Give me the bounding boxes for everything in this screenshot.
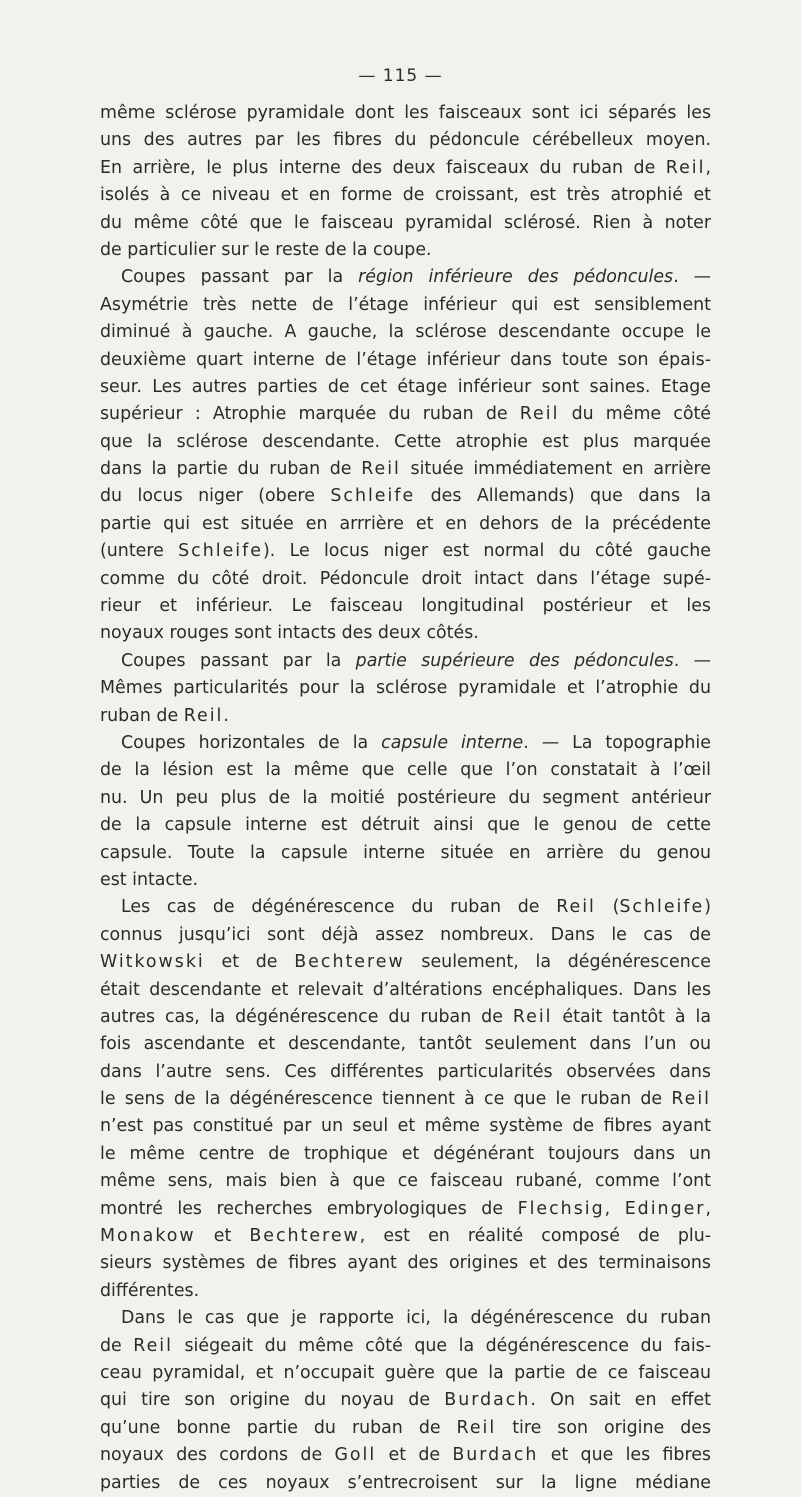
text-segment: des Allemands) que dans la bbox=[415, 486, 711, 507]
text-segment: du locus niger (obere bbox=[100, 486, 331, 507]
text-line bbox=[100, 675, 711, 702]
text-line bbox=[100, 730, 711, 757]
text-segment: Asymétrie très nette de l’étage inférieur qui est sensiblement bbox=[100, 294, 711, 315]
text-line bbox=[100, 894, 711, 921]
text-segment: est intacte. bbox=[100, 869, 199, 890]
text-segment: isolés à ce niveau et en forme de croissant, est très atrophié et bbox=[100, 185, 711, 206]
text-segment: de bbox=[100, 1335, 134, 1356]
text-segment: et bbox=[195, 1226, 250, 1247]
text-segment: tire son origine des bbox=[496, 1417, 712, 1438]
proper-name: Reil bbox=[183, 705, 224, 726]
text-segment: noyaux rouges sont intacts des deux côtés. bbox=[100, 623, 479, 644]
text-segment: sieurs systèmes de fibres ayant des origines et des terminaisons bbox=[100, 1253, 711, 1274]
text-segment: et de bbox=[204, 952, 295, 973]
text-line bbox=[100, 511, 711, 538]
text-segment: de la lésion est la même que celle que l’on constatait à l’œil bbox=[100, 760, 711, 781]
text-segment: autres cas, la dégénérescence du ruban de bbox=[100, 1006, 513, 1027]
text-segment: parties de ces noyaux s’entrecroisent sur la ligne médiane bbox=[100, 1472, 711, 1493]
text-line bbox=[100, 100, 711, 127]
text-segment: . bbox=[223, 705, 229, 726]
text-line bbox=[100, 977, 711, 1004]
text-line bbox=[100, 1141, 711, 1168]
proper-name: Reil bbox=[456, 1417, 497, 1438]
text-segment: dans l’autre sens. Ces différentes particularités observées dans bbox=[100, 1061, 711, 1082]
text-line bbox=[100, 429, 711, 456]
text-segment: située immédiatement en arrière bbox=[400, 459, 711, 480]
text-segment: . — bbox=[673, 267, 712, 288]
italic-phrase: partie supérieure des pédoncules bbox=[355, 650, 674, 671]
text-segment: et que les fibres bbox=[538, 1445, 711, 1466]
text-segment: siégeait du même côté que la dégénérescence du fais- bbox=[172, 1335, 711, 1356]
italic-phrase: capsule interne bbox=[381, 732, 524, 753]
text-segment: et de bbox=[376, 1445, 453, 1466]
text-line bbox=[100, 127, 711, 154]
text-line bbox=[100, 401, 711, 428]
text-line bbox=[100, 1387, 711, 1414]
proper-name: Goll bbox=[334, 1445, 377, 1466]
text-line bbox=[100, 703, 711, 730]
proper-name: Reil bbox=[512, 1006, 553, 1027]
text-line bbox=[100, 538, 711, 565]
text-line bbox=[100, 374, 711, 401]
text-segment: supérieur : Atrophie marquée du ruban de bbox=[100, 404, 520, 425]
text-segment: comme du côté droit. Pédoncule droit intact dans l’étage supé- bbox=[100, 568, 711, 589]
text-segment: uns des autres par les fibres du pédoncule cérébelleux moyen. bbox=[100, 130, 711, 151]
text-line bbox=[100, 1031, 711, 1058]
text-line bbox=[100, 1250, 711, 1277]
text-segment: nu. Un peu plus de la moitié postérieure du segment antérieur bbox=[100, 787, 711, 808]
text-segment: capsule. Toute la capsule interne située en arrière du genou bbox=[100, 842, 711, 863]
text-segment: , bbox=[604, 1198, 625, 1219]
proper-name: Edinger bbox=[624, 1198, 706, 1219]
proper-name: Reil bbox=[671, 1089, 711, 1110]
text-segment: noyaux des cordons de bbox=[100, 1445, 335, 1466]
text-line bbox=[100, 210, 711, 237]
text-segment: était tantôt à la bbox=[552, 1006, 711, 1027]
text-segment: différentes. bbox=[100, 1280, 200, 1301]
text-segment: , est en réalité composé de plu- bbox=[359, 1226, 711, 1247]
text-line bbox=[100, 949, 711, 976]
text-segment: fois ascendante et descendante, tantôt seulement dans l’un ou bbox=[100, 1034, 711, 1055]
text-segment: dans la partie du ruban de bbox=[100, 459, 362, 480]
text-segment: Coupes horizontales de la bbox=[121, 732, 382, 753]
text-line bbox=[100, 1086, 711, 1113]
text-segment: (untere bbox=[100, 541, 179, 562]
proper-name: Schleife bbox=[178, 541, 263, 562]
text-line bbox=[100, 1196, 711, 1223]
proper-name: Burdach bbox=[452, 1445, 539, 1466]
text-line bbox=[100, 812, 711, 839]
text-line bbox=[100, 648, 711, 675]
text-segment: Coupes passant par la bbox=[121, 650, 356, 671]
text-segment: seur. Les autres parties de cet étage inférieur sont saines. Etage bbox=[100, 376, 711, 397]
text-line bbox=[100, 620, 711, 647]
text-segment: qu’une bonne partie du ruban de bbox=[100, 1417, 457, 1438]
proper-name: Reil bbox=[133, 1335, 173, 1356]
text-segment: Dans le cas que je rapporte ici, la dégénérescence du ruban bbox=[121, 1308, 711, 1329]
text-segment: qui tire son origine du noyau de bbox=[100, 1390, 445, 1411]
text-segment: du même côté bbox=[559, 404, 711, 425]
text-segment: ceau pyramidal, et n’occupait guère que la partie de ce faisceau bbox=[100, 1362, 711, 1383]
text-segment: . — La topographie bbox=[523, 732, 711, 753]
proper-name: Reil bbox=[361, 459, 401, 480]
text-segment: Les cas de dégénérescence du ruban de bbox=[121, 897, 557, 918]
text-line bbox=[100, 1442, 711, 1469]
text-line bbox=[100, 1168, 711, 1195]
text-line bbox=[100, 347, 711, 374]
text-line bbox=[100, 292, 711, 319]
text-line bbox=[100, 1305, 711, 1332]
text-segment: deuxième quart interne de l’étage inférieur dans toute son épais- bbox=[100, 349, 711, 370]
text-segment: Coupes passant par la bbox=[121, 267, 359, 288]
text-segment: du même côté que le faisceau pyramidal sclérosé. Rien à noter bbox=[100, 212, 711, 233]
proper-name: Bechterew bbox=[294, 952, 405, 973]
text-segment: . — bbox=[673, 650, 711, 671]
text-line bbox=[100, 1278, 711, 1305]
text-segment: que la sclérose descendante. Cette atrophie est plus marquée bbox=[100, 431, 711, 452]
text-line bbox=[100, 264, 711, 291]
text-segment: de particulier sur le reste de la coupe. bbox=[100, 239, 432, 260]
proper-name: Reil bbox=[665, 157, 706, 178]
text-segment: même sclérose pyramidale dont les faisceaux sont ici séparés les bbox=[100, 103, 711, 123]
text-segment: rieur et inférieur. Le faisceau longitudinal postérieur et les bbox=[100, 596, 711, 617]
text-segment: , bbox=[705, 1198, 711, 1219]
text-segment: Mêmes particularités pour la sclérose pyramidale et l’atrophie du bbox=[100, 678, 711, 699]
text-segment: , bbox=[705, 157, 711, 178]
text-line bbox=[100, 593, 711, 620]
text-line bbox=[100, 1470, 711, 1497]
text-line bbox=[100, 840, 711, 867]
text-segment: le même centre de trophique et dégénérant toujours dans un bbox=[100, 1143, 711, 1164]
text-segment: ( bbox=[595, 897, 620, 918]
text-segment: même sens, mais bien à que ce faisceau rubané, comme l’ont bbox=[100, 1171, 711, 1192]
text-line bbox=[100, 483, 711, 510]
text-line bbox=[100, 922, 711, 949]
text-line bbox=[100, 182, 711, 209]
text-segment: ). Le locus niger est normal du côté gauche bbox=[262, 541, 712, 562]
text-segment: connus jusqu’ici sont déjà assez nombreux. Dans le cas de bbox=[100, 924, 711, 945]
text-segment: montré les recherches embryologiques de bbox=[100, 1198, 518, 1219]
text-segment: de la capsule interne est détruit ainsi que le genou de cette bbox=[100, 815, 711, 836]
text-segment: diminué à gauche. A gauche, la sclérose descendante occupe le bbox=[100, 322, 711, 343]
text-segment: . On sait en effet bbox=[530, 1390, 711, 1411]
proper-name: Flechsig bbox=[517, 1198, 605, 1219]
text-line bbox=[100, 456, 711, 483]
proper-name: Schleife bbox=[619, 897, 705, 918]
text-segment: n’est pas constitué par un seul et même système de fibres ayant bbox=[100, 1116, 711, 1137]
text-segment: En arrière, le plus interne des deux faisceaux du ruban de bbox=[100, 157, 666, 178]
text-line bbox=[100, 155, 711, 182]
italic-phrase: région inférieure des pédoncules bbox=[358, 267, 674, 288]
text-line bbox=[100, 757, 711, 784]
proper-name: Reil bbox=[556, 897, 596, 918]
proper-name: Bechterew bbox=[249, 1226, 360, 1247]
text-line bbox=[100, 1333, 711, 1360]
text-line bbox=[100, 785, 711, 812]
page-number: — 115 — bbox=[358, 66, 443, 86]
text-segment: était descendante et relevait d’altérations encéphaliques. Dans les bbox=[100, 979, 711, 1000]
text-line bbox=[100, 1360, 711, 1387]
text-line bbox=[100, 1059, 711, 1086]
text-line bbox=[100, 566, 711, 593]
text-line bbox=[100, 867, 711, 894]
text-segment: partie qui est située en arrrière et en dehors de la précédente bbox=[100, 513, 711, 534]
proper-name: Burdach bbox=[444, 1390, 531, 1411]
text-line bbox=[100, 1223, 711, 1250]
proper-name: Schleife bbox=[330, 486, 416, 507]
text-segment: seulement, la dégénérescence bbox=[404, 952, 711, 973]
text-line bbox=[100, 319, 711, 346]
text-line bbox=[100, 1004, 711, 1031]
proper-name: Reil bbox=[519, 404, 560, 425]
text-segment: ruban de bbox=[100, 705, 184, 726]
text-line bbox=[100, 1113, 711, 1140]
text-segment: le sens de la dégénérescence tiennent à ce que le ruban de bbox=[100, 1089, 672, 1110]
text-body bbox=[100, 100, 711, 1497]
text-segment: ) bbox=[704, 897, 711, 918]
proper-name: Monakow bbox=[100, 1226, 196, 1247]
text-line bbox=[100, 237, 711, 264]
proper-name: Witkowski bbox=[100, 952, 205, 973]
text-line bbox=[100, 1415, 711, 1442]
